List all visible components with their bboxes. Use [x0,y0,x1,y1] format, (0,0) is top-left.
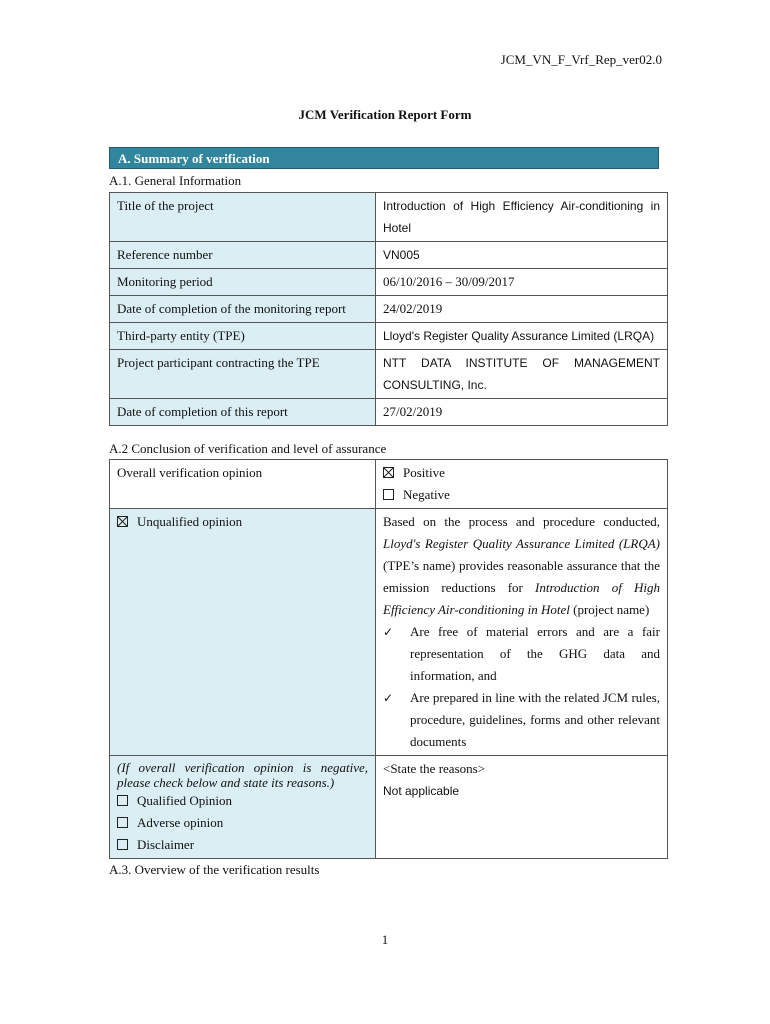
unqualified-cell [110,509,376,756]
qualified-option[interactable] [117,790,368,812]
checkmark-icon: ✓ [383,625,394,639]
assurance-statement [376,509,668,756]
adverse-option[interactable] [117,812,368,834]
a1-heading: A.1. General Information [109,173,242,188]
reasons-value: Not applicable [383,784,460,798]
row-label: Title of the project [110,193,376,242]
row-value: 24/02/2019 [376,296,668,323]
statement-text: (TPE’s name) provides reasonable assurance that the emission reductions for [383,558,660,595]
table-row [110,193,668,242]
bullet-text: Are free of material errors and are a fair representation of the GHG data and information, and [410,624,660,683]
statement-text: (project name) [569,602,650,617]
table-row [110,323,668,350]
a3-heading: A.3. Overview of the verification results [109,862,320,877]
row-value: VN005 [376,242,668,269]
bullet-text: Are prepared in line with the related JCM rules, procedure, guidelines, forms and other relevant documents [410,690,660,749]
project-name: Introduction of High Efficiency Air-conditioning in Hotel [383,580,660,617]
table-row [110,242,668,269]
qualified-label: Qualified Opinion [137,793,232,808]
empty-checkbox-icon[interactable] [117,839,128,850]
statement-paragraph [383,511,660,621]
checkmark-icon: ✓ [383,691,394,705]
row-label: Date of completion of the monitoring report [110,296,376,323]
empty-checkbox-icon[interactable] [117,795,128,806]
disclaimer-option[interactable] [117,834,368,856]
row-label: Reference number [110,242,376,269]
table-row [110,756,668,859]
row-label: Date of completion of this report [110,399,376,426]
document-code: JCM_VN_F_Vrf_Rep_ver02.0 [500,52,662,67]
reasons-label: <State the reasons> [383,761,486,776]
table-row [110,296,668,323]
row-value: 27/02/2019 [376,399,668,426]
section-a-title: A. Summary of verification [109,147,659,169]
form-title: JCM Verification Report Form [298,107,472,122]
overall-opinion-options [376,460,668,509]
overall-opinion-label: Overall verification opinion [110,460,376,509]
row-value: Introduction of High Efficiency Air-conditioning in Hotel [376,193,668,242]
reasons-cell [376,756,668,859]
negative-option[interactable] [383,484,660,506]
table-row [110,460,668,509]
checked-checkbox-icon[interactable] [383,467,394,478]
list-item [383,687,660,753]
adverse-label: Adverse opinion [137,815,224,830]
table-row [110,509,668,756]
general-info-table [109,192,668,426]
row-label: Third-party entity (TPE) [110,323,376,350]
positive-label: Positive [403,465,445,480]
negative-options-cell [110,756,376,859]
page-number: 1 [381,932,389,947]
row-value: 06/10/2016 – 30/09/2017 [376,269,668,296]
table-row [110,269,668,296]
disclaimer-label: Disclaimer [137,837,195,852]
unqualified-label: Unqualified opinion [137,514,243,529]
row-label: Monitoring period [110,269,376,296]
tpe-name: Lloyd's Register Quality Assurance Limited (LRQA) [383,536,660,551]
empty-checkbox-icon[interactable] [117,817,128,828]
row-value: NTT DATA INSTITUTE OF MANAGEMENT CONSULTING, Inc. [376,350,668,399]
list-item [383,621,660,687]
table-row [110,350,668,399]
row-value: Lloyd's Register Quality Assurance Limited (LRQA) [376,323,668,350]
unqualified-option[interactable] [117,511,368,533]
negative-instruction: (If overall verification opinion is negative, please check below and state its reasons.) [117,760,368,790]
statement-text: Based on the process and procedure conducted, [383,514,660,529]
table-row [110,399,668,426]
conclusion-table [109,459,668,859]
negative-label: Negative [403,487,450,502]
empty-checkbox-icon[interactable] [383,489,394,500]
row-label: Project participant contracting the TPE [110,350,376,399]
positive-option[interactable] [383,462,660,484]
checked-checkbox-icon[interactable] [117,516,128,527]
a2-heading: A.2 Conclusion of verification and level of assurance [109,441,387,456]
